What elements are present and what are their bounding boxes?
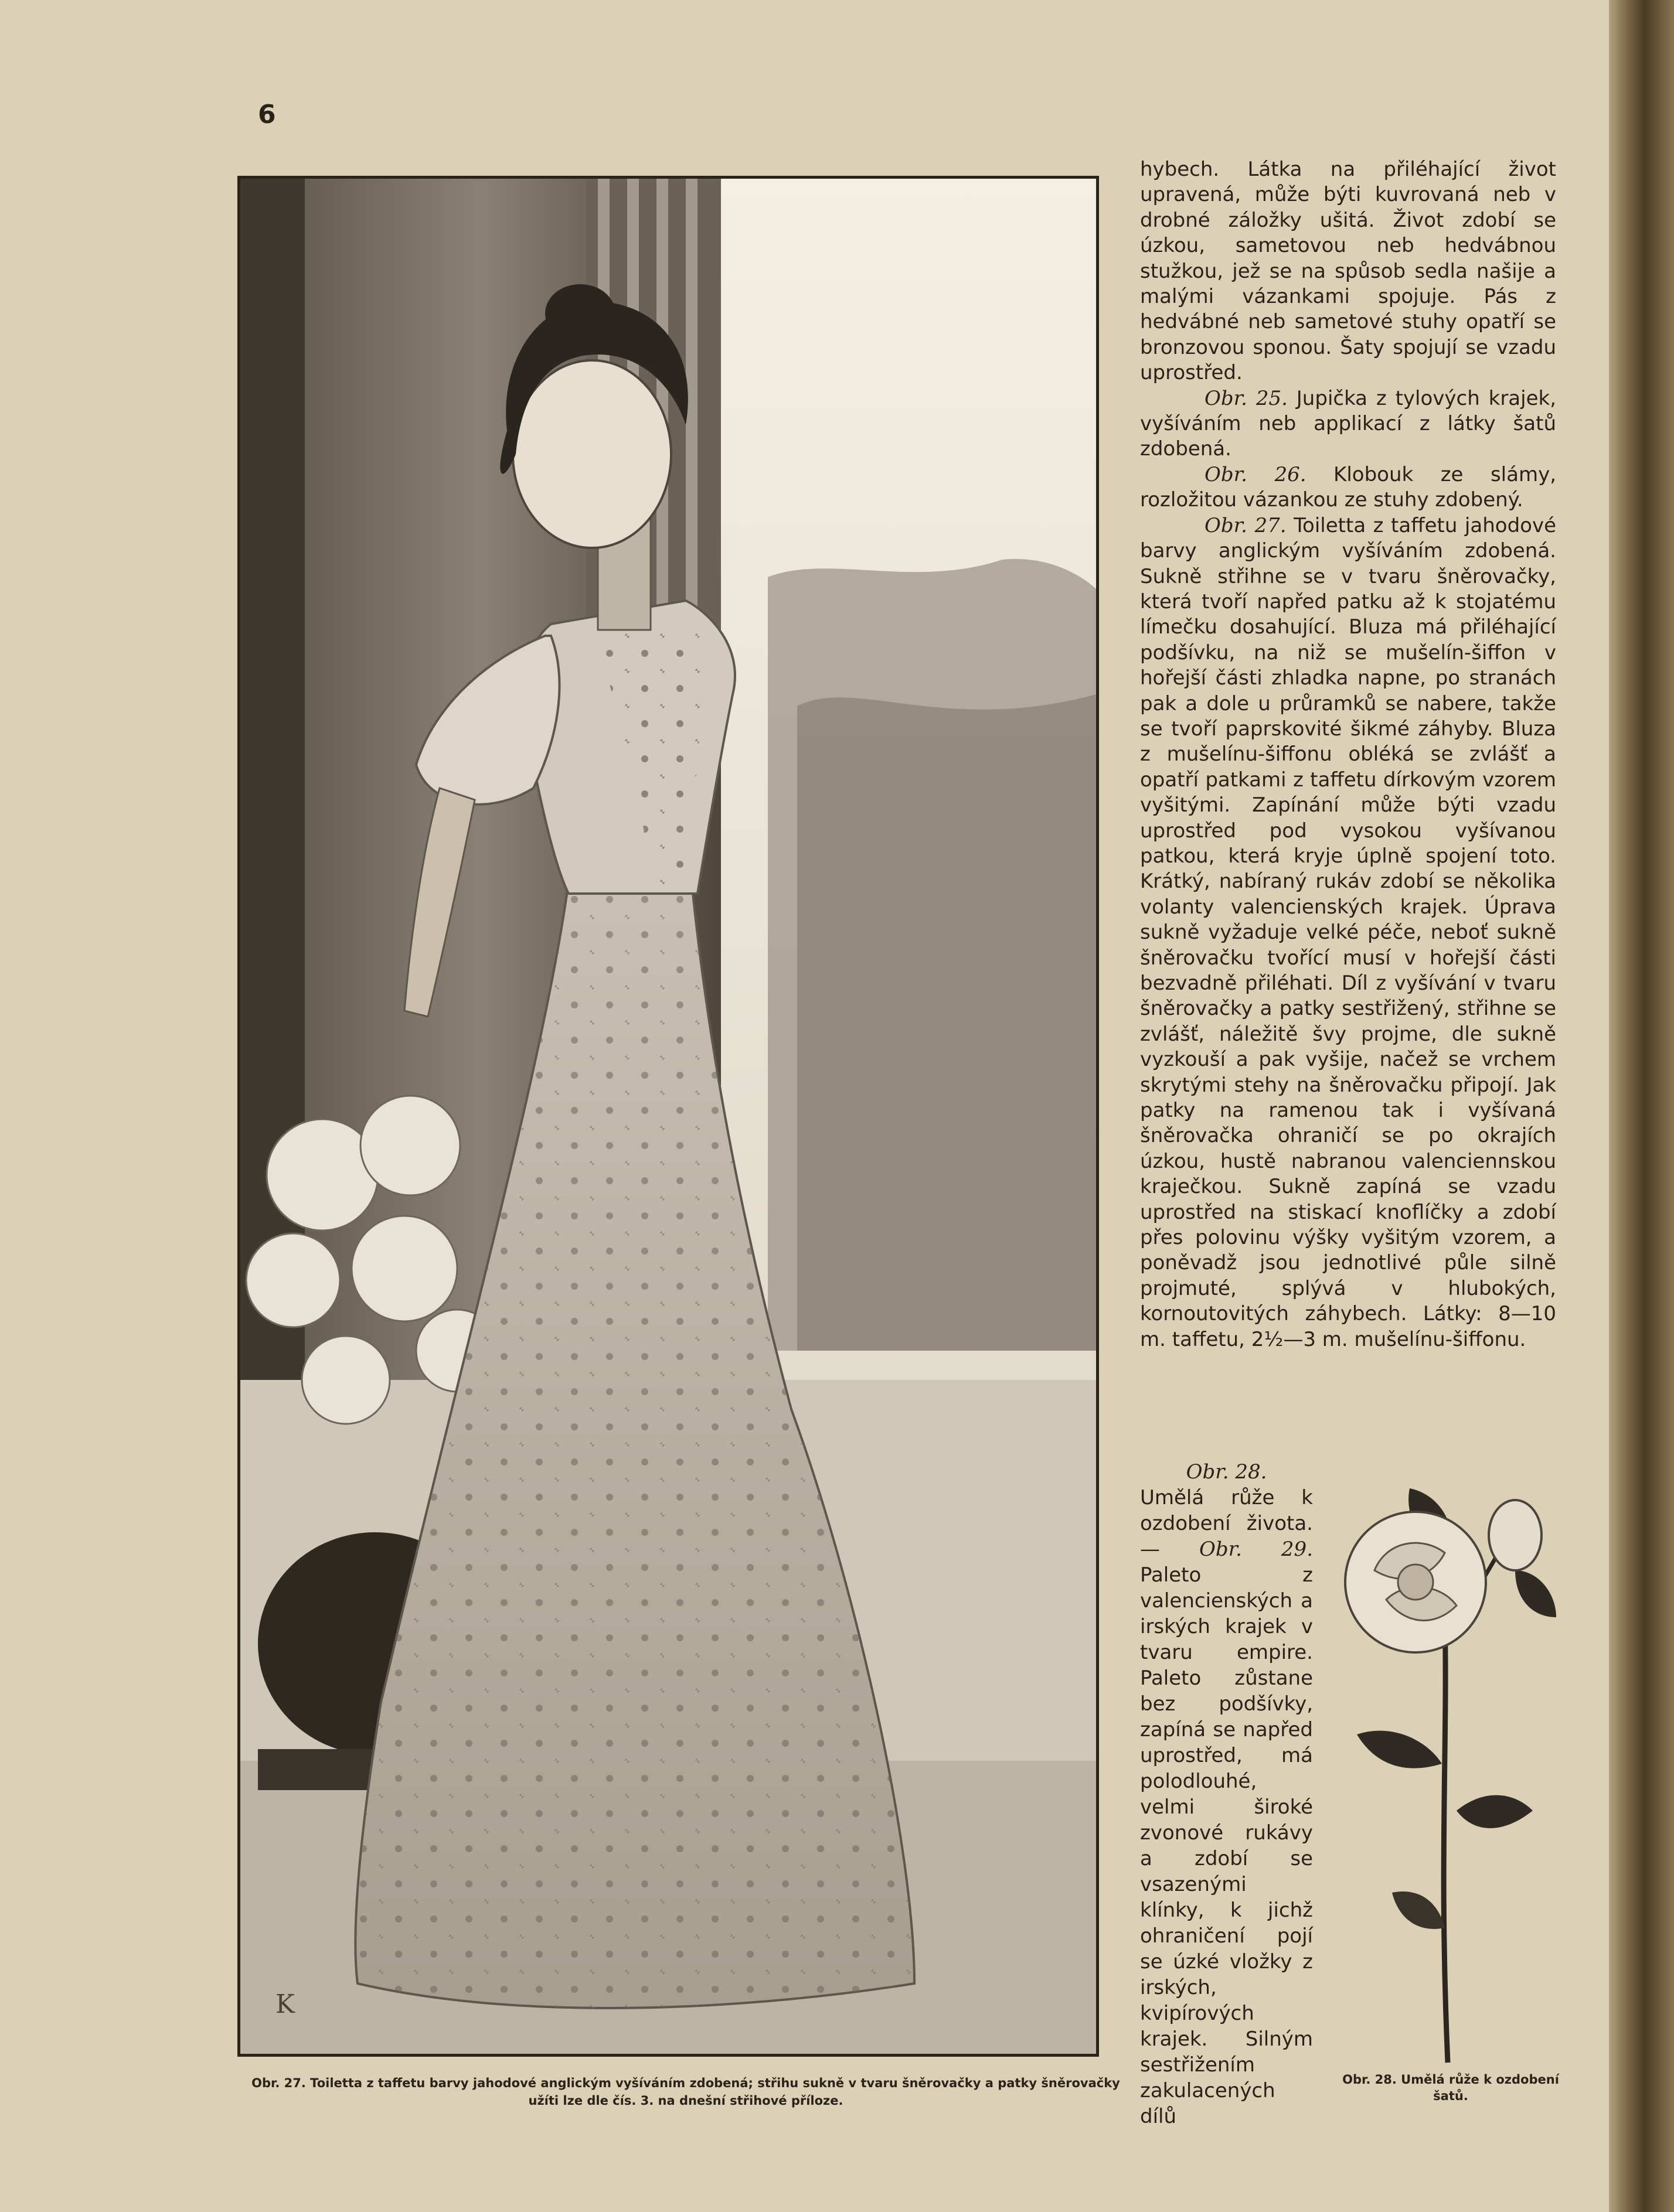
item-text: Umělá růže k ozdobení života. — <box>1140 1486 1313 1561</box>
item-obr-28-29 <box>1140 1459 1313 2129</box>
rose-illustration <box>1322 1482 1585 2068</box>
intro-paragraph: hybech. Látka na přiléhající život upravená, může býti kuvrovaná neb v drobné záložky ušitá. Život zdobí se úzkou, sametovou neb hedvábnou stužkou, jež se na spůsob sedla našije a malými vázankami spojuje. Pás z hedvábné neb sametové stuhy opatří se bronzovou sponou. Šaty spojují se vzadu uprostřed. <box>1140 158 1556 385</box>
rose-engraving <box>1322 1482 1585 2068</box>
item-obr-25 <box>1140 386 1556 462</box>
item-text: Klobouk ze slámy, rozložitou vázankou ze stuhy zdobený. <box>1140 462 1556 512</box>
item-text: Paleto z valencienských a irských krajek v tvaru empire. Paleto zůstane bez podšívky, zapíná se napřed uprostřed, má polodlouhé, velmi široké zvonové rukávy a zdobí se vsazenými klínky, k jichž ohraničení pojí se úzké vložky z irských, kvipírových krajek. Silným sestřižením zakulacených dílů <box>1140 1563 1313 2128</box>
figure-27-caption: Obr. 27. Toiletta z taffetu barvy jahodové anglickým vyšíváním zdobená; střihu sukně v tvaru šněrovačky a patky šněrovačky užíti lze dle čís. 3. na dnešní střihové příloze. <box>251 2076 1120 2108</box>
item-obr-26 <box>1140 462 1556 513</box>
item-label: Obr. 28. <box>1186 1460 1267 1484</box>
toilette-engraving <box>240 179 1096 2054</box>
figure-28-caption: Obr. 28. Umělá růže k ozdobení šatů. <box>1342 2073 1559 2103</box>
artist-monogram: K <box>275 1989 295 2019</box>
item-text: Toiletta z taffetu jahodové barvy anglickým vyšíváním zdobená. Sukně střihne se v tvaru šněrovačky, která tvoří napřed patku až k stojatému límečku dosahující. Bluza má přiléhající podšívku, na niž se mušelín-šiffon v hořejší části zhladka napne, po stranách pak a dole u průramků se nabere, takže se tvoří paprskovité šikmé záhyby. Bluza z mušelínu-šiffonu obléká se zvlášť a opatří patkami z taffetu dírkovým vzorem vyšitými. Zapínání může býti vzadu uprostřed pod vysokou vyšívanou patkou, která kryje úplně spojení toto. Krátký, nabíraný rukáv zdobí se několika volanty valencienských krajek. Úprava sukně vyžaduje velké péče, neboť sukně šněrovačku tvořící musí v hořejší části bezvadně přiléhati. Díl z vyšívání v tvaru šněrovačky a patky sestřižený, střihne se zvlášť, náležitě švy projme, dle sukně vyzkouší a pak vyšije, načež se vrchem skrytými stehy na šněrovačku připojí. Jak patky na ramenou tak i vyšívaná šněrovačka ohraničí se po okrajích úzkou, hustě nabranou valenciennskou kraječkou. Sukně zapíná se vzadu uprostřed na stiskací knoflíčky a zdobí přes polovinu výšky vyšitým vzorem, a poněvadž jsou jednotlivé půle silně projmuté, splývá v hlubokých, kornoutovitých záhybech. Látky: 8—10 m. taffetu, 2½—3 m. mušelínu-šiffonu. <box>1140 513 1556 1351</box>
item-label: Obr. 26. <box>1205 462 1306 486</box>
book-gutter <box>1609 0 1674 2212</box>
item-label: Obr. 27. <box>1205 513 1287 537</box>
item-label: Obr. 25. <box>1205 386 1288 410</box>
fashion-illustration <box>237 176 1099 2057</box>
item-text: Jupička z tylových krajek, vyšíváním neb applikací z látky šatů zdobená. <box>1140 386 1557 461</box>
article-text <box>1140 157 1556 1352</box>
narrow-text-column <box>1140 1459 1313 2129</box>
item-obr-27 <box>1140 513 1556 1352</box>
page-number: 6 <box>258 100 276 129</box>
item-label: Obr. 29. <box>1199 1538 1313 1561</box>
